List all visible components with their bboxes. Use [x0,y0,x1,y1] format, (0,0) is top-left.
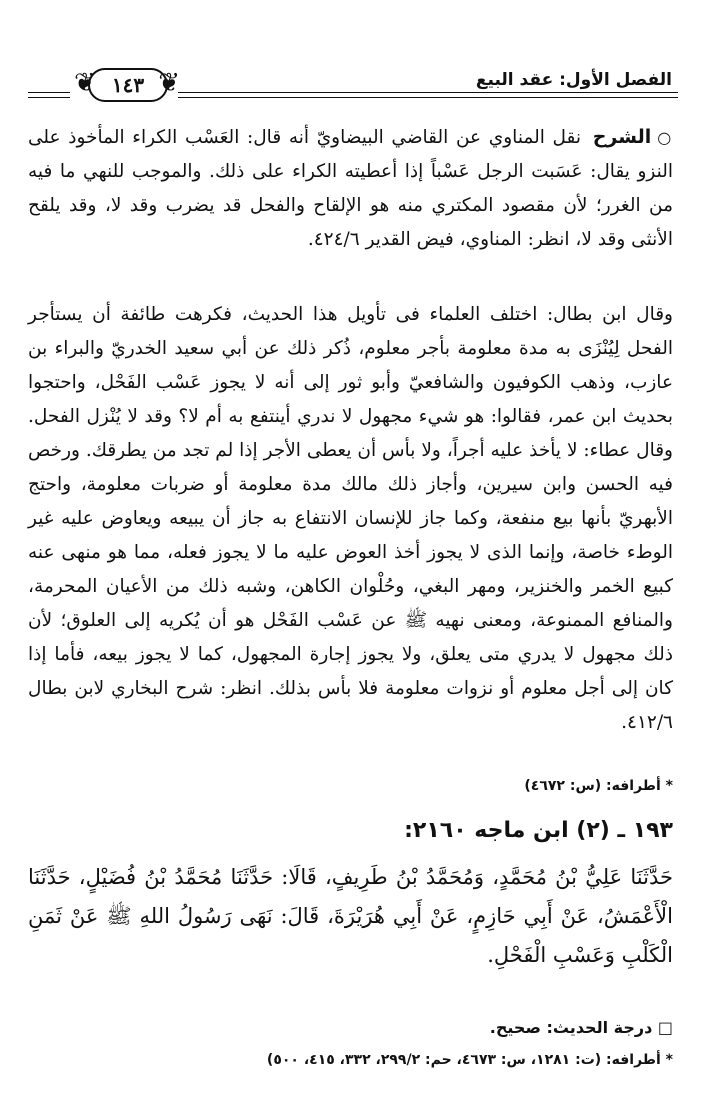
commentary-paragraph [28,120,673,257]
ornament-icon: ❦ [74,68,96,98]
page-number: ١٤٣ [111,73,145,97]
header-rule [28,97,70,98]
cross-references: * أطرافه: (س: ٤٦٧٢) [524,778,673,794]
ibn-battal-paragraph [28,298,673,740]
page-header [28,60,678,110]
header-rule [28,92,70,93]
hadith-grade: □ درجة الحديث: صحيح. [489,1018,673,1037]
hadith-heading: ١٩٣ ـ (٢) ابن ماجه ٢١٦٠: [404,818,673,843]
circle-marker-icon: ○ [657,128,673,147]
ornament-icon: ❦ [158,68,180,98]
header-rule [178,97,678,98]
page-number-frame [74,62,180,106]
running-title: الفصل الأول: عقد البيع [475,70,672,90]
header-rule [178,92,678,93]
hadith-text: حَدَّثَنَا عَلِيُّ بْنُ مُحَمَّدٍ، وَمُحَمَّدُ بْنُ طَرِيفٍ، قَالَا: حَدَّثَنَا مُحَمَّدُ بْنُ فُضَيْلٍ، حَدَّثَنَا الْأَعْمَشُ، عَنْ أَبِي حَازِمٍ، عَنْ أَبِي هُرَيْرَةَ، قَالَ: نَهَى رَسُولُ اللهِ ﷺ عَنْ ثَمَنِ الْكَلْبِ وَعَسْبِ الْفَحْلِ. [28,865,673,967]
sharh-label: الشرح [592,126,652,148]
ibn-battal-text: وقال ابن بطال: اختلف العلماء فى تأويل هذا الحديث، فكرهت طائفة أن يستأجر الفحل لِيُنْزَى به مدة معلومة بأجر معلوم، ذُكر ذلك عن أبي سعيد الخدريّ والبراء بن عازب، وذهب الكوفيون والشافعيّ وأبو ثور إلى أنه لا يجوز عَسْب الفَحْل، واحتجوا بحديث ابن عمر، فقالوا: هو شيء مجهول لا ندري أينتفع به أم لا؟ وقد لا يُنْزل الفحل. وقال عطاء: لا يأخذ عليه أجراً، ولا بأس أن يعطى الأجر إذا لم تجد من يطرقك. ورخص فيه الحسن وابن سيرين، وأجاز ذلك مالك مدة معلومة أو ضربات معلومة، واحتج الأبهريّ بأنها بيع منفعة، وكما جاز للإنسان الانتفاع به جاز أن يبيعه ويعاوض عليه غير الوطء خاصة، وإنما الذى لا يجوز أخذ العوض عليه ما لا يجوز فعله، مما هو منهى عنه كبيع الخمر والخنزير، ومهر البغي، وحُلْوان الكاهن، وشبه ذلك من الأعيان المحرمة، والمنافع الممنوعة، ومعنى نهيه ﷺ عن عَسْب الفَحْل هو أن يُكريه إلى العلوق؛ لأن ذلك مجهول لا يدري متى يعلق، ولا يجوز إجارة المجهول، كما لا يجوز بيعه، فأما إذا كان إلى أجل معلوم أو نزوات معلومة فلا بأس بذلك. انظر: شرح البخاري لابن بطال ٤١٢/٦. [28,304,673,733]
commentary-text: نقل المناوي عن القاضي البيضاويّ أنه قال: العَسْب الكراء المأخوذ على النزو يقال: عَسَبت الرجل عَسْباً إذا أعطيته الكراء على ذلك. والموجب للنهي ما فيه من الغرر؛ لأن مقصود المكتري منه هو الإلقاح والفحل قد يضرب وقد لا، وقد يلقح الأنثى وقد لا، انظر: المناوي، فيض القدير ٤٢٤/٦. [28,127,673,250]
cross-references: * أطرافه: (ت: ١٢٨١، س: ٤٦٧٣، حم: ٢٩٩/٢، ٣٣٢، ٤١٥، ٥٠٠) [266,1052,673,1068]
